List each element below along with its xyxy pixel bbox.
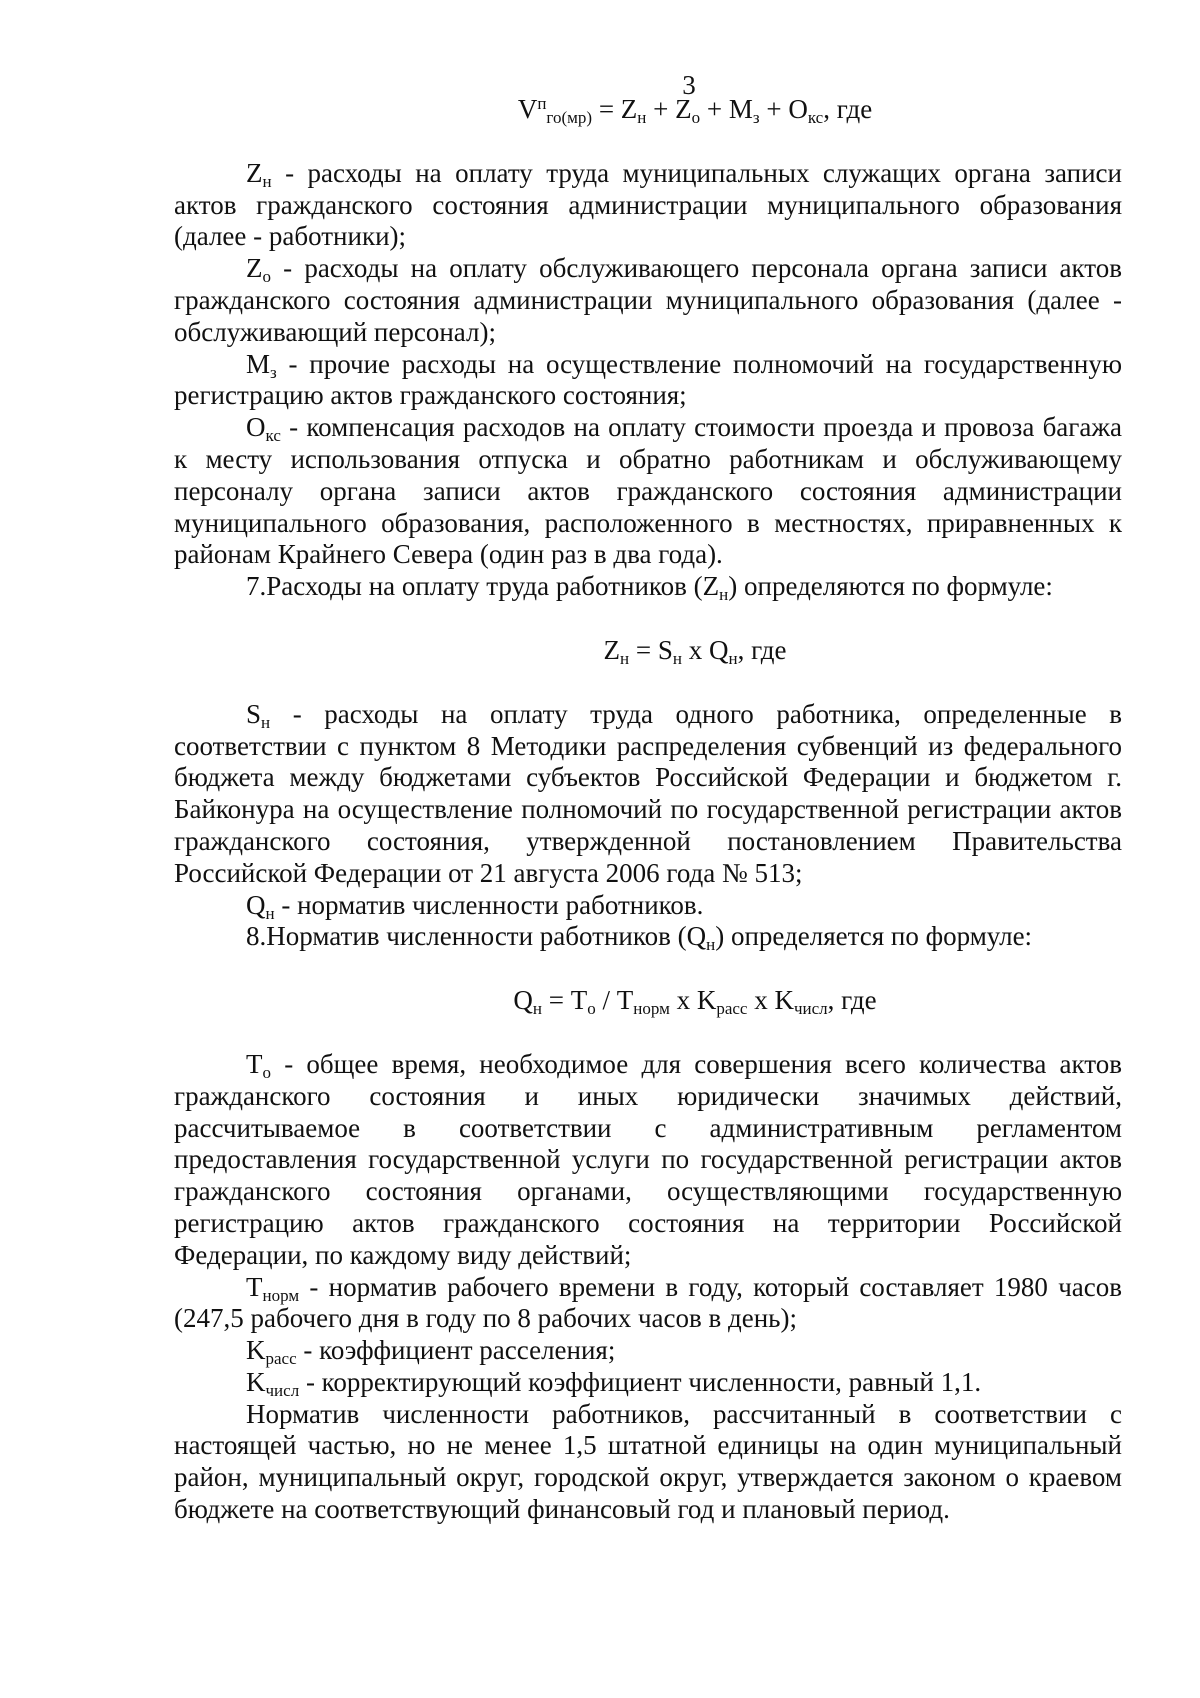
page-number: 3	[682, 70, 696, 100]
page-content	[174, 70, 1122, 1526]
formula-staff-norm: $Q_н = T_о / T_{норм}$ x $K_{расс}$ x $K_{числ}$, где	[513, 985, 877, 1019]
paragraph-item-7: 7.Расходы на оплату труда работников $(Z_н)$ определяются по формуле:	[246, 571, 1053, 605]
paragraph-item-8: 8.Норматив численности работников $(Q_н)$ определяется по формуле:	[246, 921, 1033, 955]
paragraph-tnorm: $T_{норм}$ - норматив рабочего времени в году, который составляет 1980 часов (247,5 рабочего дня в году по 8 рабочих часов в день);	[174, 1271, 1122, 1334]
paragraph-zn: $Z_н$ - расходы на оплату труда муниципальных служащих органа записи актов гражданского состояния администрации муниципального образования (далее - работники);	[174, 157, 1122, 252]
paragraph-to: $T_о$ - общее время, необходимое для совершения всего количества актов гражданского состояния и иных юридически значимых действий, рассчитываемое в соответствии с административным регламентом предоставления государственной услуги по государственной регистрации актов гражданского состояния органами, осуществляющими государственную регистрацию актов гражданского состояния на территории Российской Федерации, по каждому виду действий;	[174, 1048, 1122, 1270]
paragraph-kchisl: $K_{числ}$ - корректирующий коэффициент численности, равный 1,1.	[246, 1366, 982, 1400]
formula-subvention-volume: $V^п_{го(мр)} = Z_н + Z_о + M_з + O_{кс}$, где	[517, 94, 873, 127]
paragraph-staff-norm-approval: Норматив численности работников, рассчитанный в соответствии с настоящей частью, но не менее 1,5 штатной единицы на один муниципальный район, муниципальный округ, городской округ, утверждается законом о краевом бюджете на соответствующий финансовый год и плановый период.	[174, 1398, 1122, 1525]
paragraph-mz: $M_з$ - прочие расходы на осуществление полномочий на государственную регистрацию актов гражданского состояния;	[174, 348, 1122, 411]
formula-labor-costs: $Z_н = S_н$ x $Q_н$, где	[603, 634, 787, 668]
paragraph-krass: $K_{расс}$ - коэффициент расселения;	[246, 1335, 616, 1369]
paragraph-zo: $Z_о$ - расходы на оплату обслуживающего персонала органа записи актов гражданского состояния администрации муниципального образования (далее - обслуживающий персонал);	[174, 253, 1122, 347]
paragraph-sn: $S_н$ - расходы на оплату труда одного работника, определенные в соответствии с пунктом 8 Методики распределения субвенций из федерального бюджета между бюджетами субъектов Российской Федерации и бюджетом г. Байконура на осуществление полномочий по государственной регистрации актов гражданского состояния, утвержденной постановлением Правительства Российской Федерации от 21 августа 2006 года № 513;	[174, 698, 1122, 888]
paragraph-qn: $Q_н$ - норматив численности работников.	[246, 889, 704, 923]
paragraph-oks: $O_{кс}$ - компенсация расходов на оплату стоимости проезда и провоза багажа к месту использования отпуска и обратно работникам и обслуживающему персоналу органа записи актов гражданского состояния администрации муниципального образования, расположенного в местностях, приравненных к районам Крайнего Севера (один раз в два года).	[174, 412, 1122, 570]
